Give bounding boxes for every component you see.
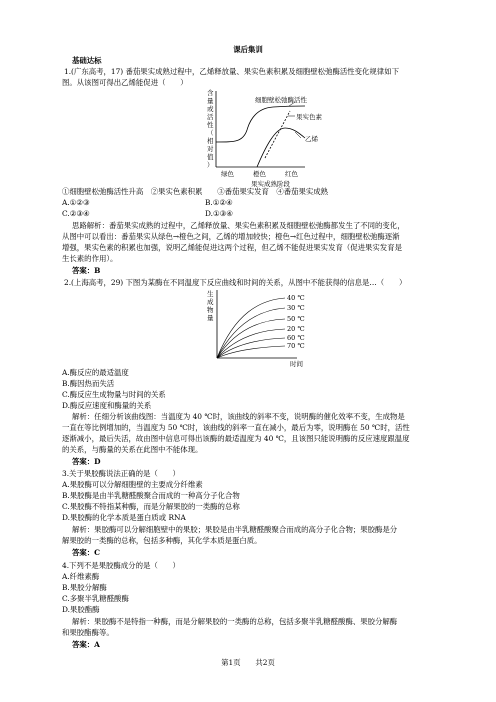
q4-stem: 4.下列不是果胶酶成分的是（ ）	[62, 561, 180, 570]
q3-analysis-line2: 解果胶的一类酶的总称，包括多种酶，其化学本质是蛋白质。	[62, 536, 262, 545]
q1-ylabel-1: 含	[207, 89, 214, 97]
q2-temp-20: 20 ℃	[287, 325, 305, 333]
q1-ylabel-9: 值	[207, 153, 214, 161]
q1-options-text: ①细胞壁松弛酶活性升高 ②果实色素积累 ③番茄果实发育 ④番茄果实成熟	[62, 187, 329, 196]
q1-analysis-line3: 增强，果实色素的积累也加强，说明乙烯能促进这两个过程，但乙烯不能促进果实发育（促进果实发育是	[62, 243, 402, 252]
q1-answer: 答案：B	[72, 266, 101, 275]
q2-analysis-line3: 逐渐减小，最后失活，故由图中信息可得出该酶的最适温度为 40 ℃，且该图只能说明酶的反应速度跟温度	[62, 434, 410, 443]
page-title: 课后集训	[233, 45, 263, 54]
q4-analysis-line1: 解析：果胶酶不是特指一种酶，而是分解果胶的一类酶的总称，包括多聚半乳糖醛酸酶、果胶分解酶	[72, 617, 398, 626]
q1-tick-orange: 橙色	[253, 170, 266, 178]
q2-option-d: D.酶反应速度和酶量的关系	[62, 401, 152, 410]
q1-line-pigment	[265, 111, 290, 158]
q2-curve-70	[217, 346, 285, 358]
q2-option-c: C.酶反应生成物量与时间的关系	[62, 390, 166, 399]
q1-ylabel-8: 对	[207, 145, 214, 153]
q3-stem: 3.关于果胶酶说法正确的是（ ）	[62, 469, 180, 478]
q1-series-label-enzyme: 细胞壁松弛酶活性	[255, 96, 307, 104]
q1-tick-green: 绿色	[221, 170, 234, 178]
q2-temp-70: 70 ℃	[287, 342, 305, 350]
q1-analysis-line4: 生长素的作用）。	[62, 254, 118, 263]
q3-option-b: B.果胶酶是由半乳糖醛酸聚合而成的一种高分子化合物	[62, 491, 240, 500]
q2-chart	[205, 288, 325, 368]
q1-option-a: A.①②③	[62, 198, 90, 207]
q1-ylabel-7: 相	[207, 137, 214, 145]
q2-analysis-line1: 解析：任细分析该曲线图：当温度为 40 ℃时，该曲线的斜率不变，说明酶的催化效率不变，生成物是	[72, 412, 405, 421]
q1-ylabel-10: ）	[207, 161, 214, 169]
q2-analysis-line4: 的关系，与酶量的关系在此图中不能体现。	[62, 445, 203, 454]
q2-curve-20	[217, 329, 285, 358]
q3-option-c: C.果胶酶不特指某种酶，而是分解果胶的一类酶的总称	[62, 502, 240, 511]
q4-analysis-line2: 和果胶酯酶等。	[62, 628, 114, 637]
q4-option-d: D.果胶酯酶	[62, 605, 100, 614]
q1-series-label-pigment: 果实色素	[296, 113, 322, 121]
section-heading: 基础达标	[72, 56, 102, 65]
q1-ylabel-5: 性	[207, 121, 214, 129]
q2-option-b: B.酶因热而失活	[62, 379, 115, 388]
q1-ylabel-2: 量	[207, 97, 214, 105]
q2-answer: 答案：D	[72, 457, 101, 466]
q2-ylabel-4: 量	[207, 314, 214, 322]
q3-answer: 答案：C	[72, 548, 101, 557]
q2-ylabel-1: 生	[207, 290, 214, 298]
q2-stem: 2.(上海高考，29) 下图为某酶在不同温度下反应曲线和时间的关系，从图中不能获得的信息是…（ ）	[64, 278, 407, 287]
q2-analysis-line2: 一直在等比例增加的，当温度为 50 ℃时，该曲线的斜率一直在减小，最后为零，说明酶在 50 ℃时，活性	[62, 423, 410, 432]
q4-option-b: B.果胶分解酶	[62, 583, 107, 592]
q2-ylabel-3: 物	[207, 306, 214, 314]
q4-option-c: C.多聚半乳糖醛酸酶	[62, 594, 129, 603]
q1-stem-line2: 图。从该图可得出乙烯能促进（ ）	[62, 78, 188, 87]
q2-temp-30: 30 ℃	[287, 304, 305, 312]
q2-xlabel: 时间	[290, 360, 303, 368]
q3-option-a: A.果胶酶可以分解细胞壁的主要成分纤维素	[62, 480, 203, 489]
q1-ylabel-6: （	[207, 129, 214, 137]
page-footer: 第1页 共2页	[221, 658, 275, 667]
q1-analysis-line2: 从图中可以看出：番茄果实从绿色→橙色之间，乙烯的增加较快；橙色→红色过程中，细胞壁松弛酶逐渐	[62, 232, 400, 241]
q2-ylabel-2: 成	[207, 298, 214, 306]
q1-line-ethylene	[257, 128, 305, 167]
q2-curve-30	[217, 308, 285, 358]
q2-temp-60: 60 ℃	[287, 334, 305, 342]
q1-option-b: B.①②④	[205, 198, 233, 207]
q1-tick-red: 红色	[285, 170, 298, 178]
q2-temp-50: 50 ℃	[287, 315, 305, 323]
q1-ylabel-4: 活	[207, 113, 214, 121]
q1-ylabel-3: 或	[207, 105, 214, 113]
q1-stem-line1: 1.(广东高考，17) 番茄果实成熟过程中，乙烯释放量、果实色素积累及细胞壁松弛酶活性变化规律如下	[64, 67, 399, 76]
q1-line-enzyme	[216, 106, 305, 142]
q4-answer: 答案：A	[72, 640, 100, 649]
q3-analysis-line1: 解析：果胶酶可以分解细胞壁中的果胶；果胶是由半乳糖醛酸聚合而成的高分子化合物；果胶酶是分	[72, 525, 398, 534]
q2-temp-40: 40 ℃	[287, 294, 305, 302]
q1-chart	[195, 88, 365, 196]
q1-series-label-ethylene: 乙烯	[305, 135, 318, 143]
q3-option-d: D.果胶酶的化学本质是蛋白质或 RNA	[62, 513, 186, 522]
q1-option-c: C.②③④	[62, 209, 90, 218]
q2-option-a: A.酶反应的最适温度	[62, 368, 129, 377]
q4-option-a: A.纤维素酶	[62, 572, 100, 581]
q1-analysis-line1: 思路解析：番茄果实成熟的过程中，乙烯释放量、果实色素积累及细胞壁松弛酶都发生了不同的变化，	[72, 221, 405, 230]
q1-xlabel: 果实成熟阶段	[251, 180, 290, 188]
q1-option-d: D.①③④	[205, 209, 233, 218]
